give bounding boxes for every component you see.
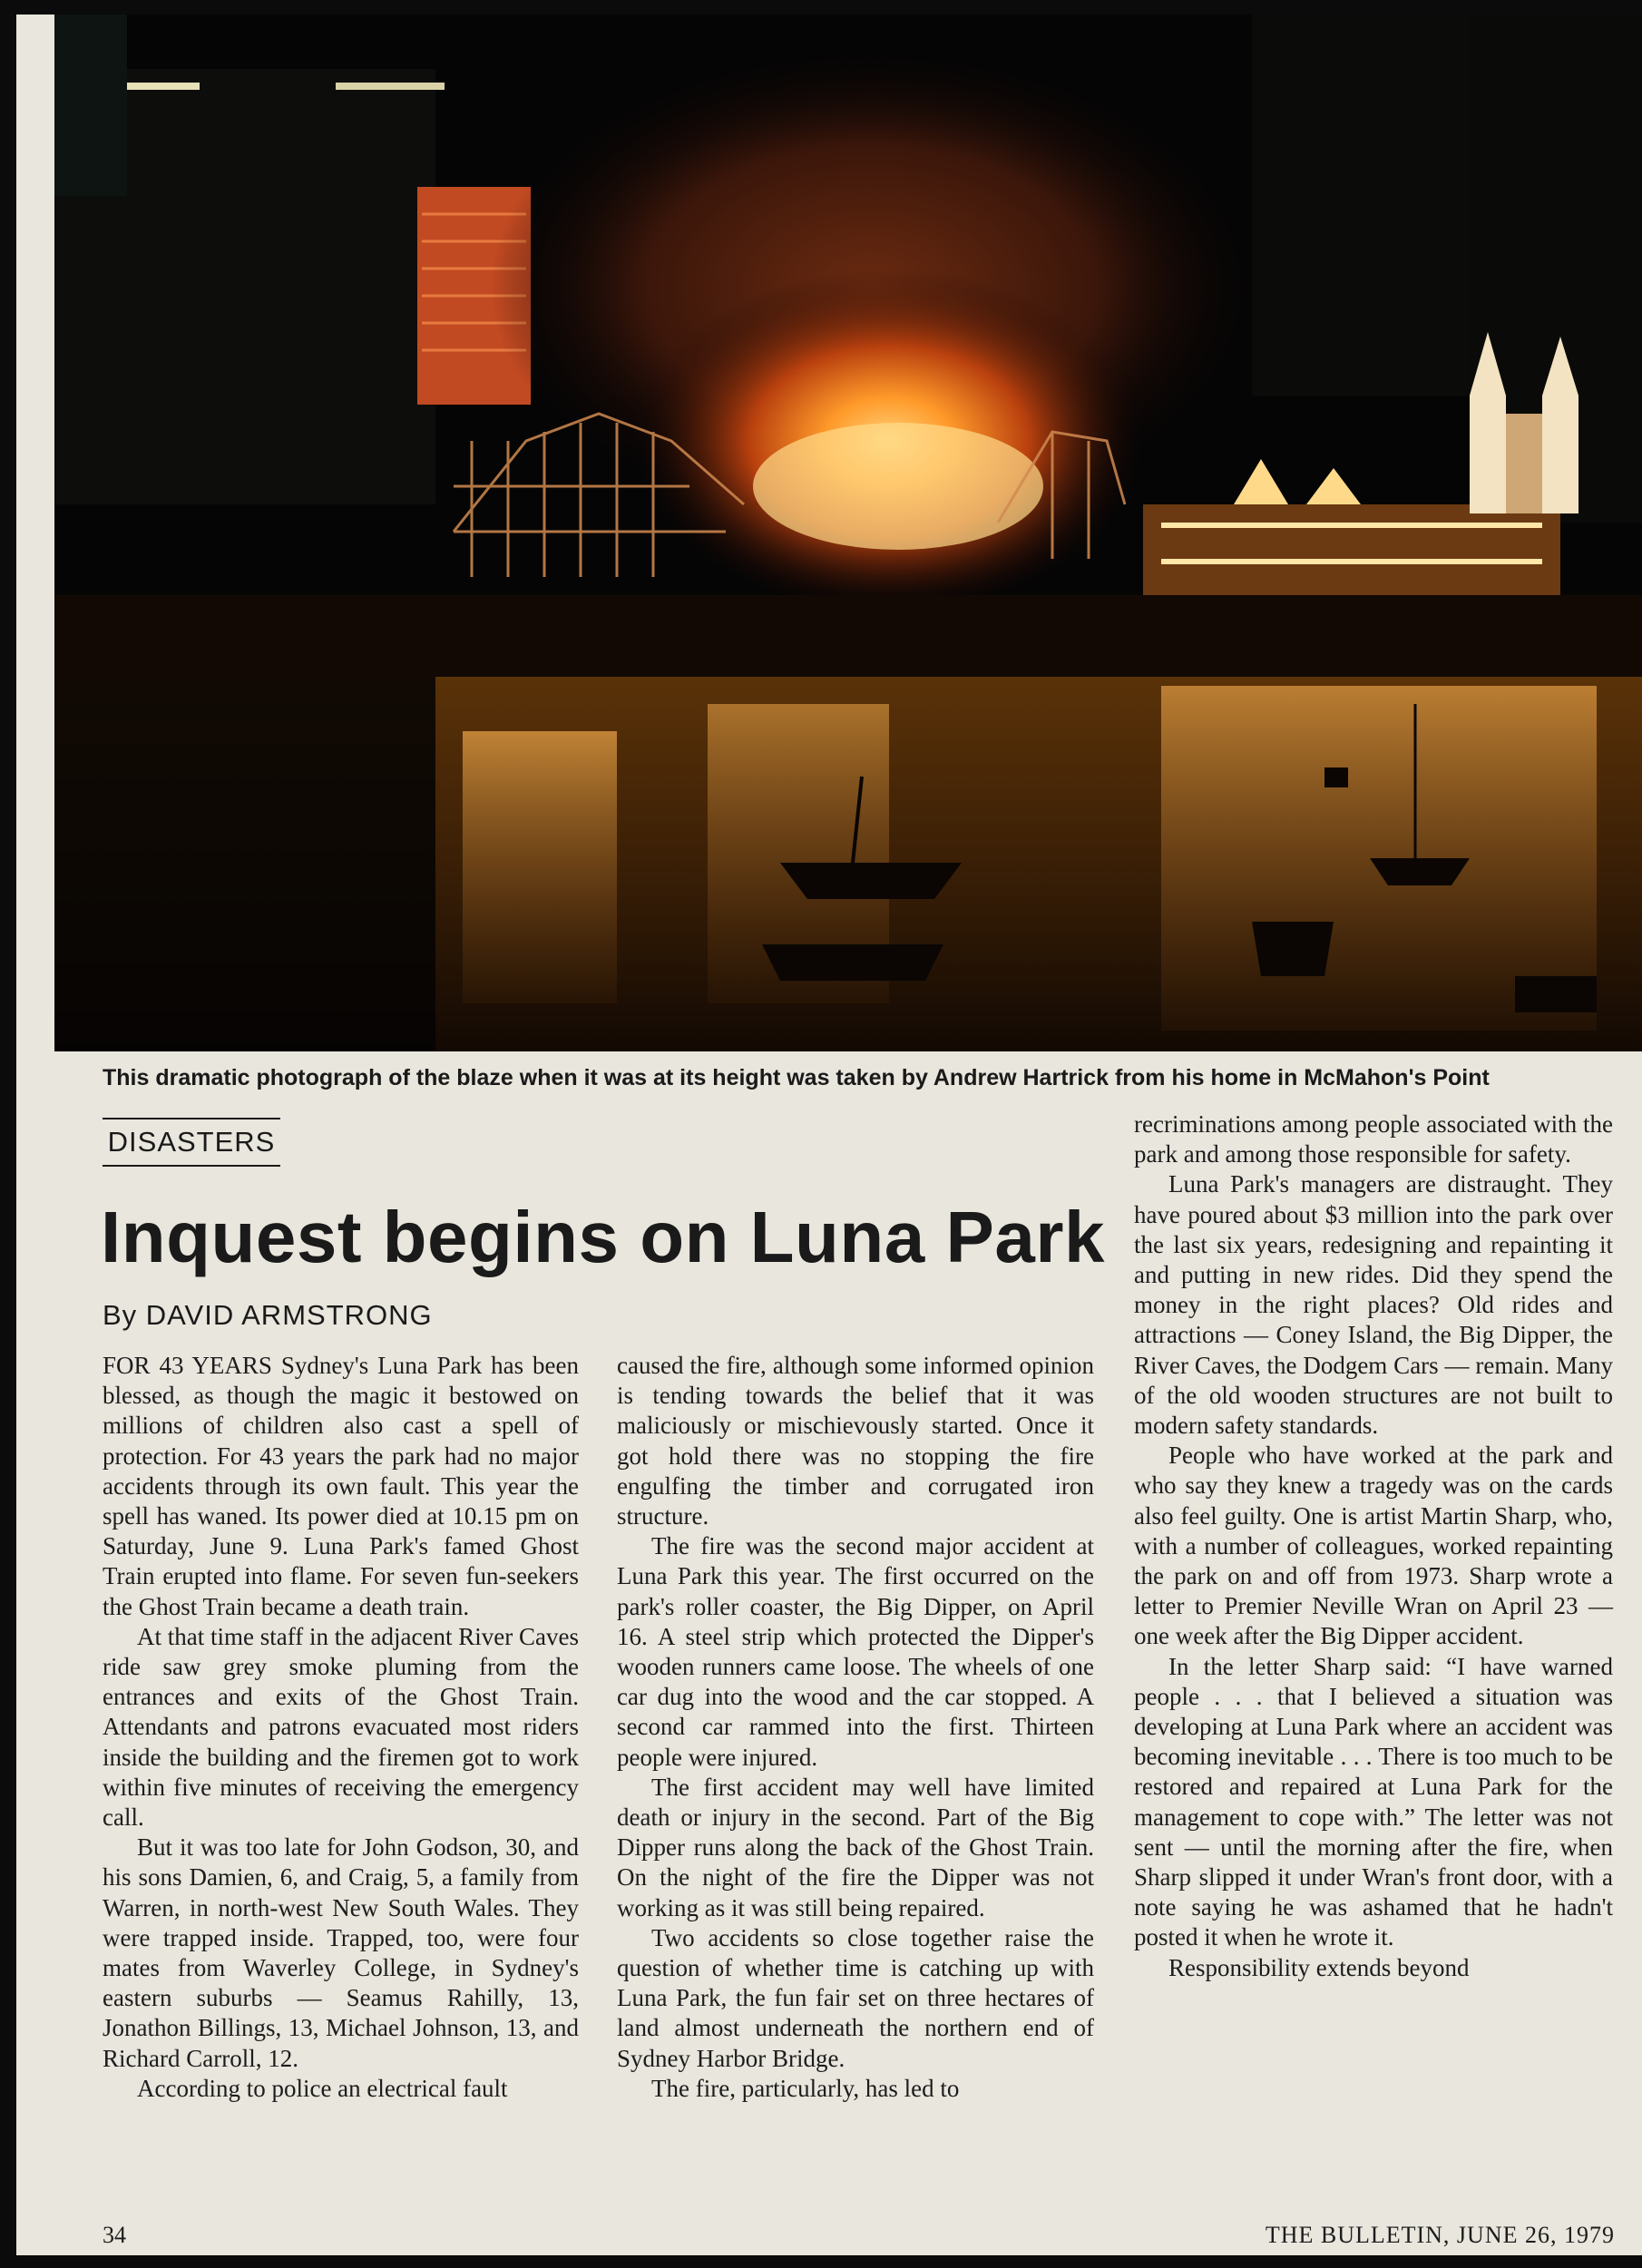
page-number: 34: [103, 2222, 126, 2248]
paragraph: Responsibility extends beyond: [1168, 1953, 1470, 1981]
paragraph: People who have worked at the park and who say they knew a tragedy was on the cards also feel guilty. One is artist Martin Sharp, who, with a number of colleagues, worked repainting the park on and off from 1973. Sharp wrote a letter to Premier Neville Wran on April 23 — one week after the Big Dipper accident.: [1134, 1442, 1613, 1650]
paragraph: At that time staff in the adjacent River Caves ride saw grey smoke pluming from the entrances and exits of the Ghost Train. Attendants and patrons evacuated most riders inside the building and the firemen got to work within five minutes of receiving the emergency call.: [103, 1622, 579, 1832]
paragraph: caused the fire, although some informed opinion is tending towards the belief that it was maliciously or mischievously started. Once it got hold there was no stopping the fire engulfing the timber and corrugated iron structure.: [617, 1352, 1094, 1530]
paragraph: But it was too late for John Godson, 30, and his sons Damien, 6, and Craig, 5, a family from Warren, in north-west New South Wales. They were trapped inside. Trapped, too, were four mates from Waverley College, in Sydney's eastern suburbs — Seamus Rahilly, 13, Jonathon Billings, 13, Michael Johnson, 13, and Richard Carroll, 12.: [103, 1833, 579, 2072]
fire-photograph: [54, 15, 1642, 1051]
article-column-1: [103, 1351, 579, 2104]
paragraph: Two accidents so close together raise the question of whether time is catching up with Luna Park, the fun fair set on three hectares of land almost underneath the northern end of Sydney Harbor Bridge.: [617, 1923, 1094, 2072]
publication-footer: THE BULLETIN, JUNE 26, 1979: [1265, 2222, 1615, 2248]
section-label: DISASTERS: [103, 1118, 280, 1167]
article-column-3: [1134, 1110, 1613, 1983]
paragraph: The fire was the second major accident at Luna Park this year. The first occurred on the park's roller coaster, the Big Dipper, on April 16. A steel strip which protected the Dipper's wooden runners came loose. The wheels of one car dug into the wood and the car stopped. A second car rammed into the first. Thirteen people were injured.: [617, 1532, 1094, 1771]
article-byline: By DAVID ARMSTRONG: [103, 1299, 433, 1331]
paragraph: According to police an electrical fault: [137, 2074, 508, 2102]
paragraph: In the letter Sharp said: “I have warned people . . . that I believed a situation was developing at Luna Park where an accident was becoming inevitable . . . There is too much to be restored and repaired at Luna Park for the management to cope with.” The letter was not sent — until the morning after the fire, when Sharp slipped it under Wran's front door, with a note saying he was ashamed that he hadn't posted it when he wrote it.: [1134, 1652, 1613, 1951]
luna-park-fire-image: [54, 15, 1642, 1051]
photo-caption: This dramatic photograph of the blaze when it was at its height was taken by Andrew Hartrick from his home in McMahon's Point: [103, 1065, 1490, 1090]
article-headline: Inquest begins on Luna Park: [101, 1197, 1105, 1277]
article-column-2: [617, 1351, 1094, 2104]
paragraph: The fire, particularly, has led to: [651, 2074, 960, 2102]
magazine-page: [16, 15, 1642, 2255]
paragraph: FOR 43 YEARS Sydney's Luna Park has been blessed, as though the magic it bestowed on millions of children also cast a spell of protection. For 43 years the park had no major accidents through its own fault. This year the spell has waned. Its power died at 10.15 pm on Saturday, June 9. Luna Park's famed Ghost Train erupted into flame. For seven fun-seekers the Ghost Train became a death train.: [103, 1352, 579, 1620]
paragraph: recriminations among people associated with the park and among those responsible for safety.: [1134, 1110, 1613, 1168]
paragraph: The first accident may well have limited death or injury in the second. Part of the Big Dipper runs along the back of the Ghost Train. On the night of the fire the Dipper was not working as it was still being repaired.: [617, 1773, 1094, 1921]
paragraph: Luna Park's managers are distraught. They have poured about $3 million into the park over the last six years, redesigning and repainting it and putting in new rides. Did they spend the money in the right places? Old rides and attractions — Coney Island, the Big Dipper, the River Caves, the Dodgem Cars — remain. Many of the old wooden structures are not built to modern safety standards.: [1134, 1170, 1613, 1440]
